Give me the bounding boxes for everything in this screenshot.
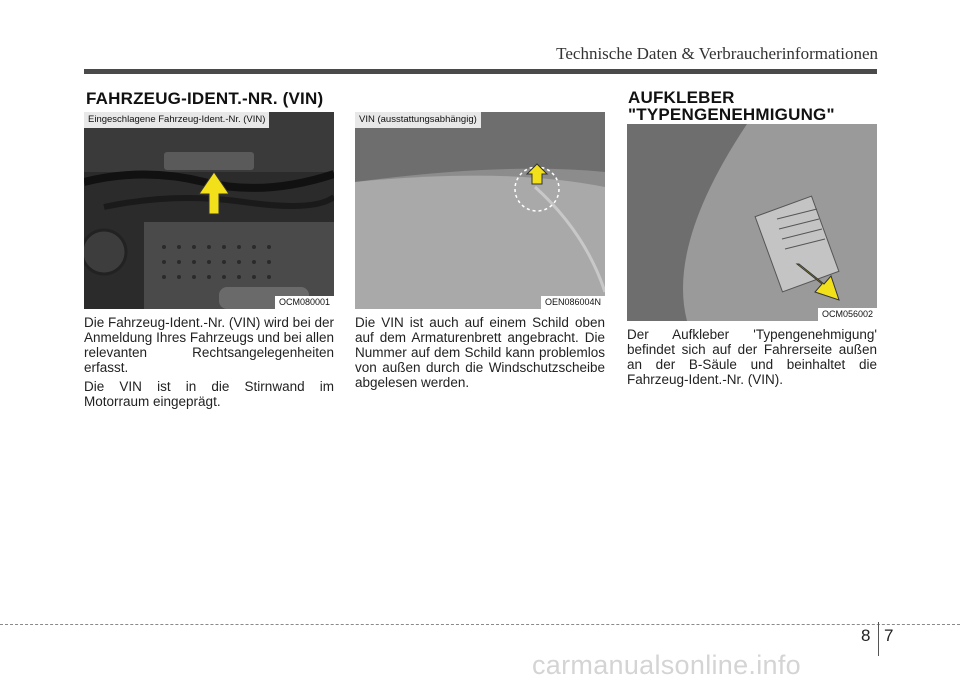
figure-engine-bay bbox=[84, 112, 334, 309]
watermark: carmanualsonline.info bbox=[532, 650, 801, 680]
footer-rule bbox=[0, 624, 960, 625]
b-pillar-image bbox=[627, 124, 877, 321]
chapter-number: 8 bbox=[861, 626, 871, 645]
engine-bay-image bbox=[84, 112, 334, 309]
paragraph: Die VIN ist in die Stirnwand im Motorraum eingeprägt. bbox=[84, 379, 334, 409]
header-rule bbox=[84, 69, 877, 74]
figure-b-pillar bbox=[627, 124, 877, 321]
figure-code: OEN086004N bbox=[541, 296, 605, 309]
section-heading-vin: FAHRZEUG-IDENT.-NR. (VIN) bbox=[86, 89, 324, 108]
column-1-text bbox=[84, 315, 334, 413]
page-divider bbox=[878, 622, 879, 656]
running-header: Technische Daten & Verbraucherinformationen bbox=[556, 44, 878, 63]
column-3-text bbox=[627, 327, 877, 391]
paragraph: Die VIN ist auch auf einem Schild oben auf dem Armaturenbrett angebracht. Die Nummer auf dem Schild kann problemlos von außen durch die Windschutzscheibe abgelesen werden. bbox=[355, 315, 605, 390]
figure-code: OCM080001 bbox=[275, 296, 334, 309]
column-2-text bbox=[355, 315, 605, 394]
heading-line: AUFKLEBER bbox=[628, 88, 735, 107]
dashboard-image bbox=[355, 112, 605, 309]
paragraph: Der Aufkleber 'Typengenehmigung' befindet sich auf der Fahrerseite außen an der B-Säule und beinhaltet die Fahrzeug-Ident.-Nr. (VIN). bbox=[627, 327, 877, 387]
figure-caption: VIN (ausstattungsabhängig) bbox=[355, 112, 481, 128]
section-heading-type-approval bbox=[628, 89, 835, 123]
heading-line: "TYPENGENEHMIGUNG" bbox=[628, 105, 835, 124]
figure-caption: Eingeschlagene Fahrzeug-Ident.-Nr. (VIN) bbox=[84, 112, 269, 128]
figure-code: OCM056002 bbox=[818, 308, 877, 321]
figure-dashboard-vin bbox=[355, 112, 605, 309]
page-number: 7 bbox=[884, 626, 894, 645]
paragraph: Die Fahrzeug-Ident.-Nr. (VIN) wird bei der Anmeldung Ihres Fahrzeugs und bei allen relevanten Rechtsangelegenheiten erfasst. bbox=[84, 315, 334, 375]
